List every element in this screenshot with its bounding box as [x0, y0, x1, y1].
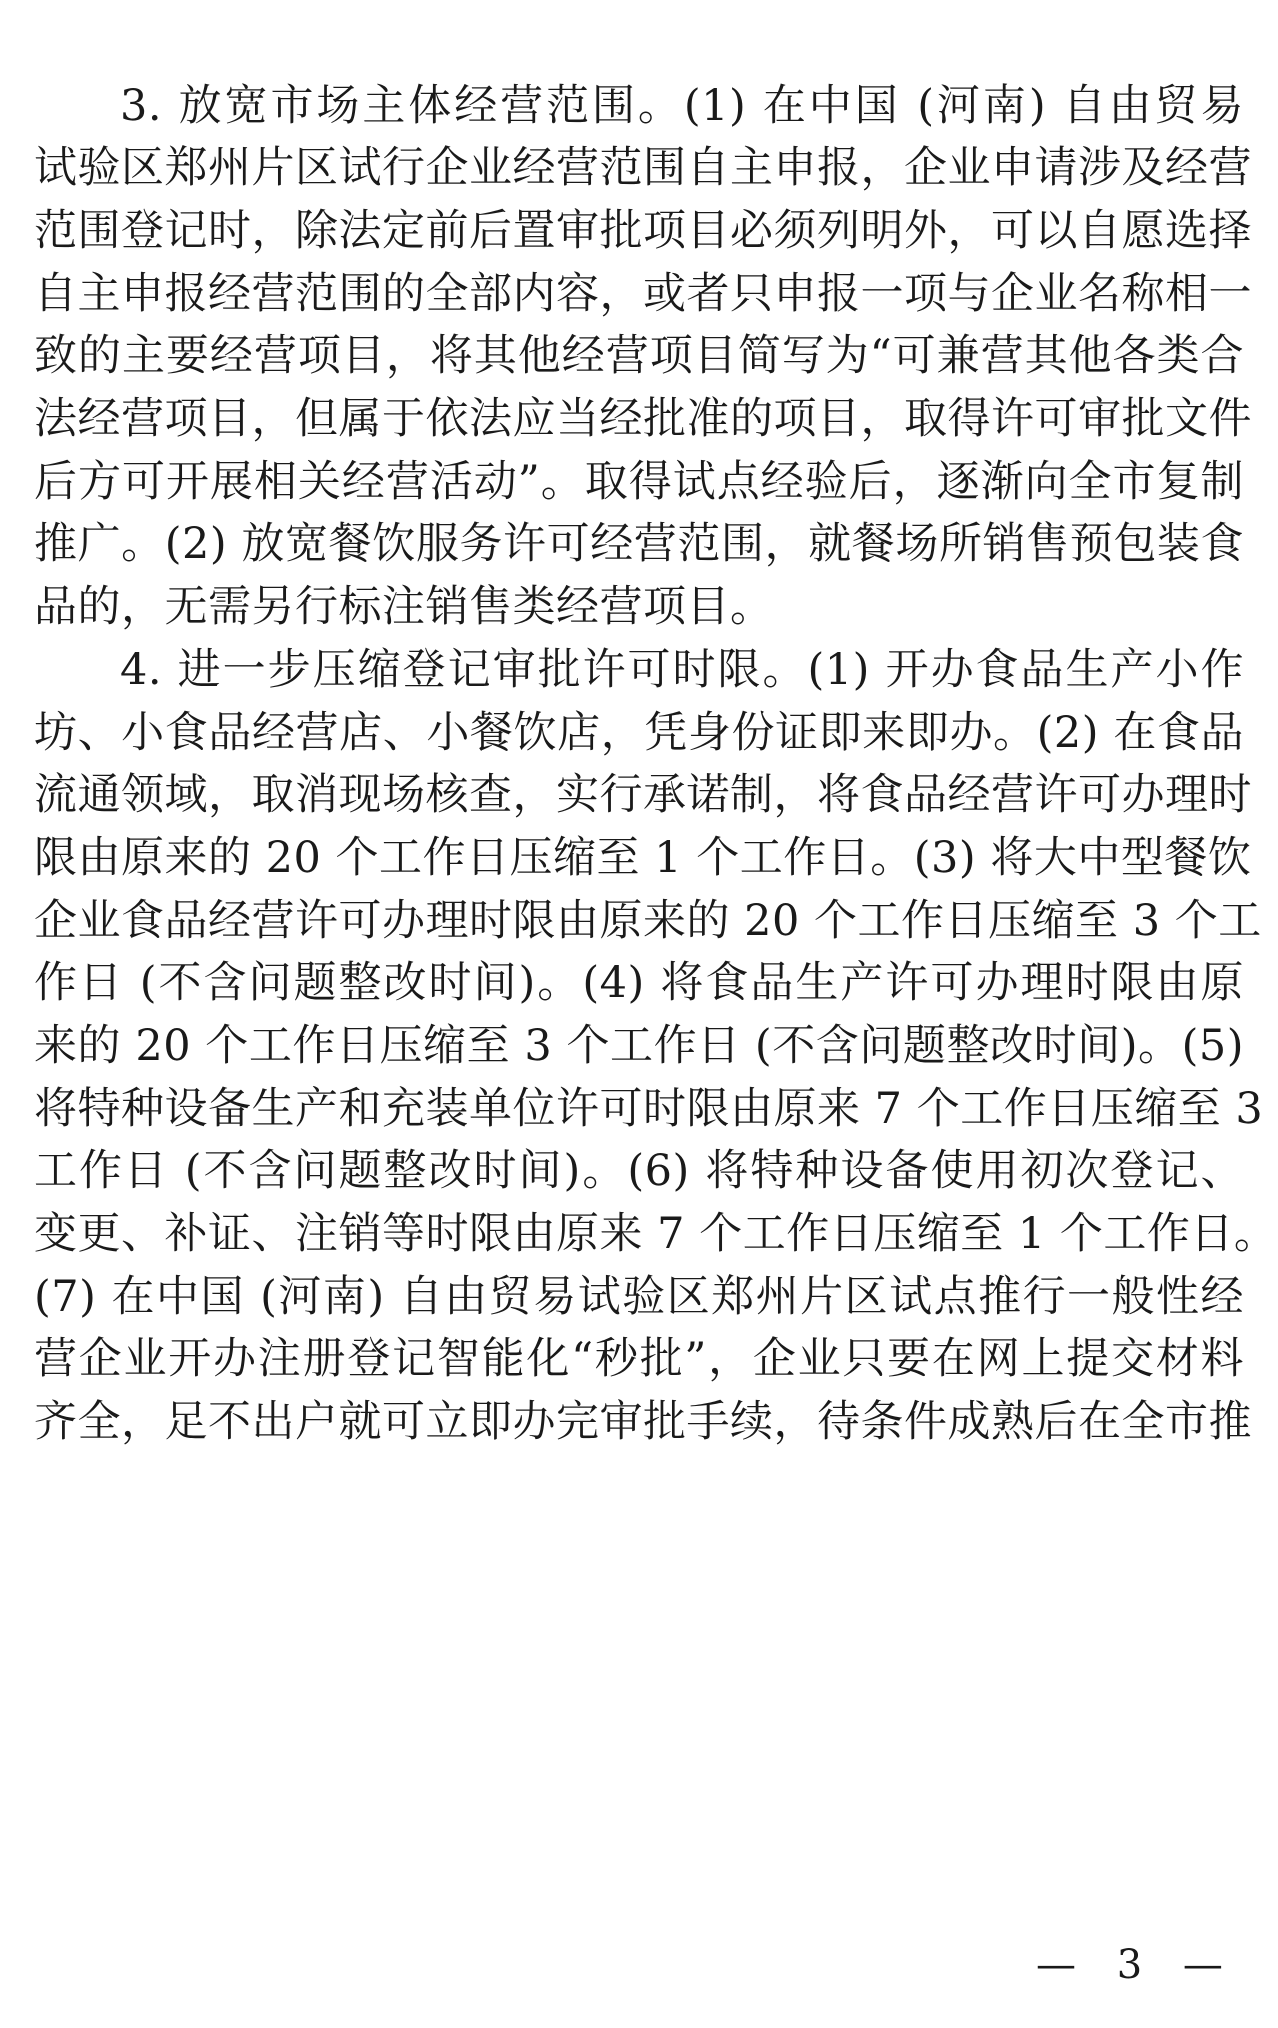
paragraph-4-line-4: 限由原来的 20 个工作日压缩至 1 个工作日。(3) 将大中型餐饮: [34, 833, 1252, 883]
paragraph-4-line-7: 来的 20 个工作日压缩至 3 个工作日 (不含问题整改时间)。(5): [34, 1021, 1244, 1071]
paragraph-3-line-5: 致的主要经营项目，将其他经营项目简写为“可兼营其他各类合: [34, 331, 1244, 381]
paragraph-3-line-6: 法经营项目，但属于依法应当经批准的项目，取得许可审批文件: [34, 394, 1252, 444]
paragraph-3-line-8: 推广。(2) 放宽餐饮服务许可经营范围，就餐场所销售预包装食: [34, 519, 1244, 569]
paragraph-4-line-6: 作日 (不含问题整改时间)。(4) 将食品生产许可办理时限由原: [34, 958, 1244, 1008]
paragraph-3-line-1: 3. 放宽市场主体经营范围。(1) 在中国 (河南) 自由贸易: [120, 81, 1244, 131]
page-number: — 3 —: [1036, 1942, 1237, 1988]
paragraph-4-line-10: 变更、补证、注销等时限由原来 7 个工作日压缩至 1 个工作日。: [34, 1209, 1278, 1259]
paragraph-3-line-7: 后方可开展相关经营活动”。取得试点经验后，逐渐向全市复制: [34, 457, 1244, 507]
paragraph-4-line-9: 工作日 (不含问题整改时间)。(6) 将特种设备使用初次登记、: [34, 1146, 1244, 1196]
paragraph-4-line-2: 坊、小食品经营店、小餐饮店，凭身份证即来即办。(2) 在食品: [34, 708, 1244, 758]
paragraph-4-line-8: 将特种设备生产和充装单位许可时限由原来 7 个工作日压缩至 3: [34, 1084, 1264, 1134]
paragraph-3-line-4: 自主申报经营范围的全部内容，或者只申报一项与企业名称相一: [34, 269, 1252, 319]
paragraph-3-line-9: 品的，无需另行标注销售类经营项目。: [34, 582, 774, 632]
paragraph-4-line-13: 齐全，足不出户就可立即办完审批手续，待条件成熟后在全市推: [34, 1397, 1252, 1447]
paragraph-3-line-3: 范围登记时，除法定前后置审批项目必须列明外，可以自愿选择: [34, 206, 1252, 256]
paragraph-4-line-5: 企业食品经营许可办理时限由原来的 20 个工作日压缩至 3 个工: [34, 896, 1262, 946]
paragraph-4-line-11: (7) 在中国 (河南) 自由贸易试验区郑州片区试点推行一般性经: [34, 1272, 1244, 1322]
paragraph-3-line-2: 试验区郑州片区试行企业经营范围自主申报，企业申请涉及经营: [34, 143, 1252, 193]
paragraph-4-line-3: 流通领域，取消现场核查，实行承诺制，将食品经营许可办理时: [34, 770, 1252, 820]
paragraph-4-line-12: 营企业开办注册登记智能化“秒批”，企业只要在网上提交材料: [34, 1334, 1244, 1384]
paragraph-4-line-1: 4. 进一步压缩登记审批许可时限。(1) 开办食品生产小作: [120, 645, 1244, 695]
